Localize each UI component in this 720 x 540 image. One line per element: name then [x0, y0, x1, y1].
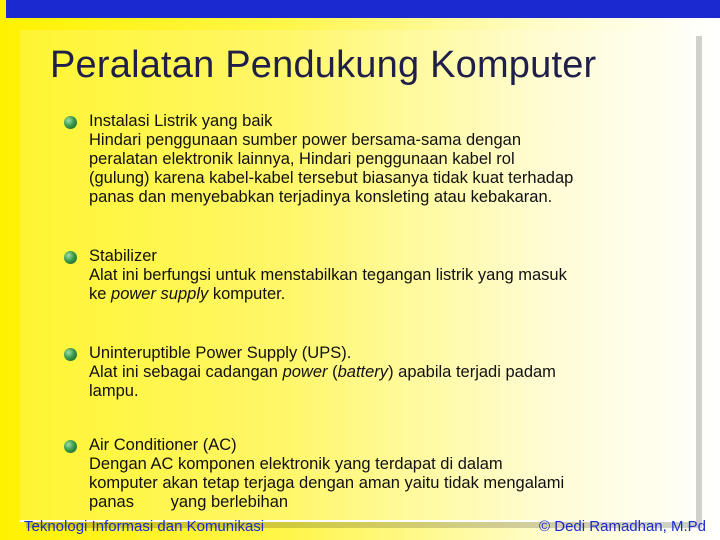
- bullet-line: (gulung) karena kabel-kabel tersebut biasanya tidak kuat terhadap: [89, 169, 574, 187]
- bullet-line: Alat ini berfungsi untuk menstabilkan tegangan listrik yang masuk: [89, 266, 567, 284]
- text-run: komputer.: [208, 285, 286, 303]
- bullet-dot-icon: [64, 348, 77, 361]
- left-accent-bar: [0, 0, 6, 540]
- bullet-text: [89, 112, 689, 207]
- top-accent-bar: [0, 0, 720, 18]
- bullet-line: panas yang berlebihan: [89, 493, 289, 511]
- bullet-dot-icon: [64, 440, 77, 453]
- bullet-dot-icon: [64, 116, 77, 129]
- bullet-heading: Uninteruptible Power Supply (UPS).: [89, 344, 352, 362]
- bullet-text: [89, 247, 689, 304]
- bullet-line: panas dan menyebabkan terjadinya konsleting atau kebakaran.: [89, 188, 553, 206]
- text-run: Alat ini sebagai cadangan: [89, 363, 283, 381]
- slide-title: Peralatan Pendukung Komputer: [50, 44, 597, 86]
- bullet-dot-icon: [64, 251, 77, 264]
- bullet-heading: Stabilizer: [89, 247, 157, 265]
- text-run: ) apabila terjadi padam: [388, 363, 556, 381]
- text-run: (: [327, 363, 338, 381]
- bullet-line: lampu.: [89, 382, 139, 400]
- italic-text-run: power supply: [111, 285, 209, 303]
- bullet-line: peralatan elektronik lainnya, Hindari penggunaan kabel rol: [89, 150, 515, 168]
- bullet-line: komputer akan tetap terjaga dengan aman yaitu tidak mengalami: [89, 474, 565, 492]
- bullet-line: [89, 285, 689, 304]
- bullet-text: [89, 344, 689, 401]
- bullet-heading: Instalasi Listrik yang baik: [89, 112, 273, 130]
- bullet-heading: Air Conditioner (AC): [89, 436, 237, 454]
- bullet-text: [89, 436, 689, 512]
- footer-course-title: Teknologi Informasi dan Komunikasi: [24, 518, 265, 535]
- footer-author: © Dedi Ramadhan, M.Pd: [539, 518, 706, 535]
- italic-text-run: battery: [337, 363, 389, 381]
- italic-text-run: power: [282, 363, 328, 381]
- text-run: ke: [89, 285, 112, 303]
- slide-footer: [0, 518, 720, 540]
- bullet-line: Hindari penggunaan sumber power bersama-sama dengan: [89, 131, 522, 149]
- bullet-line: Dengan AC komponen elektronik yang terdapat di dalam: [89, 455, 503, 473]
- bullet-line: [89, 363, 689, 382]
